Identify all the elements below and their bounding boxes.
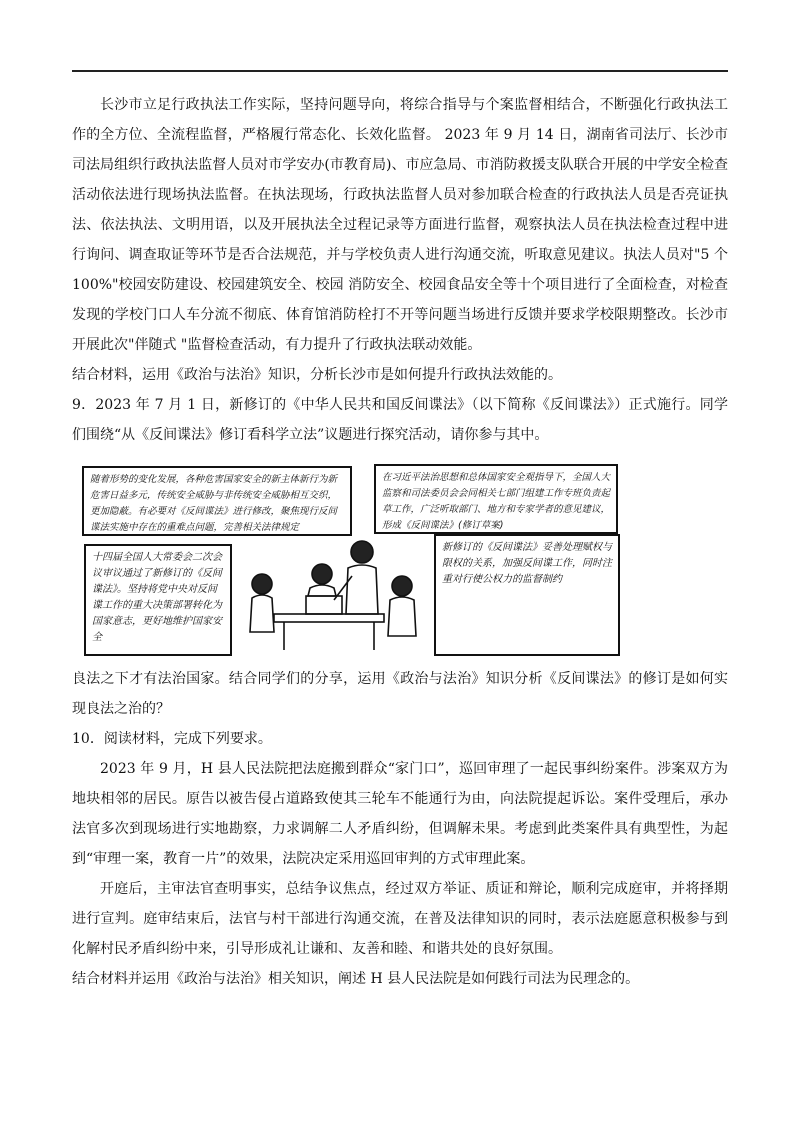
question-10-paragraph-1: 2023 年 9 月，H 县人民法院把法庭搬到群众“家门口”，巡回审理了一起民事纠纷案件。涉案双方为地块相邻的居民。原告以被告侵占道路致使其三轮车不能通行为由，向法院提起诉讼。案件受理后，承办法官多次到现场进行实地勘察，力求调解二人矛盾纠纷，但调解未果。考虑到此类案件具有典型性，为起到“审理一案，教育一片”的效果，法院决定采用巡回审判的方式审理此案。 xyxy=(72,761,728,867)
question-10-paragraph-2: 开庭后，主审法官查明事实，总结争议焦点，经过双方举证、质证和辩论，顺利完成庭审，并将择期进行宣判。庭审结束后，法官与村干部进行沟通交流，在普及法律知识的同时，表示法庭愿意积极参与到化解村民矛盾纠纷中来，引导形成礼让谦和、友善和睦、和谐共处的良好氛围。 xyxy=(72,881,728,957)
speech-bubble-top-right: 在习近平法治思想和总体国家安全观指导下，全国人大监察和司法委员会会同相关七部门组建工作专班负责起草工作，广泛听取部门、地方和专家学者的意见建议，形成《反间谍法》(修订草案) xyxy=(374,464,618,534)
document-page xyxy=(72,90,728,994)
question-8-prompt: 结合材料，运用《政治与法治》知识，分析长沙市是如何提升行政执法效能的。 xyxy=(72,367,562,383)
speech-bubble-right: 新修订的《反间谍法》妥善处理赋权与限权的关系，加强反间谍工作，同时注重对行使公权力的监督制约 xyxy=(434,534,620,656)
speech-bubble-left: 十四届全国人大常委会二次会议审议通过了新修订的《反间谍法》。坚持将党中央对反间谍工作的重大决策部署转化为国家意志，更好地维护国家安全 xyxy=(84,544,232,656)
header-rule xyxy=(72,70,728,72)
question-9-intro: 9．2023 年 7 月 1 日，新修订的《中华人民共和国反间谍法》（以下简称《反间谍法》）正式施行。同学们围绕“从《反间谍法》修订看科学立法”议题进行探究活动，请你参与其中。 xyxy=(72,397,728,443)
cartoon-figure xyxy=(82,466,618,656)
passage-8-paragraph: 长沙市立足行政执法工作实际，坚持问题导向，将综合指导与个案监督相结合，不断强化行政执法工作的全方位、全流程监督，严格履行常态化、长效化监督。 2023 年 9 月 14 日，湖南省司法厅、长沙市司法局组织行政执法监督人员对市学安办(市教育局)、市应急局、市消防救援支队联合开展的中学安全检查活动依法进行现场执法监督。在执法现场，行政执法监督人员对参加联合检查的行政执法人员是否亮证执法、依法执法、文明用语，以及开展执法全过程记录等方面进行监督，观察执法人员在执法检查过程中进行询问、调查取证等环节是否合法规范，并与学校负责人进行沟通交流，听取意见建议。执法人员对"5 个 100%"校园安防建设、校园建筑安全、校园 消防安全、校园食品安全等十个项目进行了全面检查，对检查发现的学校门口人车分流不彻底、体育馆消防栓打不开等问题当场进行反馈并要求学校限期整改。长沙市开展此次"伴随式 "监督检查活动，有力提升了行政执法联动效能。 xyxy=(72,97,728,353)
question-9-prompt: 良法之下才有法治国家。结合同学们的分享，运用《政治与法治》知识分析《反间谍法》的修订是如何实现良法之治的？ xyxy=(72,671,728,717)
question-10-prompt: 结合材料并运用《政治与法治》相关知识，阐述 H 县人民法院是如何践行司法为民理念的。 xyxy=(72,971,640,987)
speech-bubble-top-left: 随着形势的变化发展，各种危害国家安全的新主体新行为新危害日益多元，传统安全威胁与非传统安全威胁相互交织，更加隐蔽。有必要对《反间谍法》进行修改，聚焦现行反间谍法实施中存在的重难点问题，完善相关法律规定 xyxy=(82,466,352,536)
students-illustration xyxy=(234,536,430,654)
question-10-intro: 10．阅读材料，完成下列要求。 xyxy=(72,731,272,747)
